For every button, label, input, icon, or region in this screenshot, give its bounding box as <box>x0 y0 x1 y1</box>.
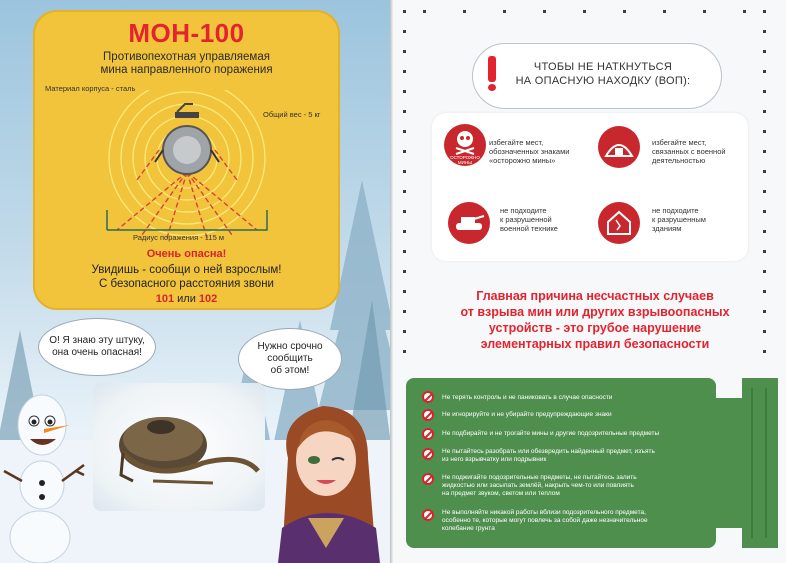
rule-3-line-2: к разрушенной <box>500 215 552 224</box>
anna-speech-line-2: сообщить <box>267 353 313 364</box>
mine-description <box>35 51 338 77</box>
exclamation-icon <box>488 56 496 82</box>
exclamation-dot-icon <box>488 84 496 91</box>
main-cause-line-1: Главная причина несчастных случаев <box>476 289 714 303</box>
material-label: Материал корпуса - сталь <box>45 84 136 93</box>
blast-radius-diagram <box>97 90 287 240</box>
tip-5-line-3: на предмет звуком, светом или теплом <box>442 490 560 497</box>
rule-text-1 <box>489 138 569 165</box>
skull-warning-sign-icon <box>444 124 486 166</box>
rule-4-line-3: зданиям <box>652 224 682 233</box>
rule-text-4 <box>652 206 706 233</box>
sign-caption-line-1: ОСТОРОЖНО <box>450 155 480 160</box>
danger-warning: Очень опасна! <box>146 248 227 260</box>
tip-5-line-2: жидкостью или засыпать землёй, накрыть чем-то или повлиять <box>442 482 634 489</box>
rule-text-2 <box>652 138 726 165</box>
rule-1-line-3: «осторожно мины» <box>489 156 556 165</box>
anna-speech-line-1: Нужно срочно <box>257 341 323 352</box>
main-cause-line-2: от взрыва мин или других взрывоопасных <box>460 305 730 319</box>
page-title: МОН-100 <box>128 18 245 48</box>
tip-5 <box>442 474 637 498</box>
mine-info-card <box>33 10 340 310</box>
ruined-house-icon <box>598 202 640 244</box>
instruction-text <box>35 263 338 291</box>
instruction-line-2: С безопасного расстояния звони <box>99 278 274 290</box>
prohibited-icon <box>422 409 434 421</box>
rule-1-line-1: избегайте мест, <box>489 138 544 147</box>
main-cause-line-3: устройств - это грубое нарушение <box>488 321 702 335</box>
anna-character <box>268 398 390 563</box>
instruction-line-1: Увидишь - сообщи о ней взрослым! <box>91 264 282 276</box>
tip-6 <box>442 509 648 533</box>
phone-or: или <box>177 293 196 305</box>
tip-5-line-1: Не поджигайте подозрительные предметы, не пытайтесь залить <box>442 474 637 481</box>
hangar-drawing <box>598 126 640 168</box>
phone-fire: 101 <box>155 293 175 305</box>
rule-4-line-2: к разрушенным <box>652 215 706 224</box>
main-cause-line-4: элементарных правил безопасности <box>480 337 710 351</box>
prohibited-icon <box>422 448 434 460</box>
mine-photo <box>93 383 265 511</box>
prohibited-icon <box>422 428 434 440</box>
tip-3-line-1: Не подбирайте и не трогайте мины и другие подозрительные предметы <box>442 430 660 437</box>
military-hangar-icon <box>598 126 640 168</box>
rule-4-line-1: не подходите <box>652 206 699 215</box>
sign-caption-line-2: МИНЫ <box>457 160 473 165</box>
tip-1 <box>442 394 612 402</box>
tip-4-line-1: Не пытайтесь разобрать или обезвредить найденный предмет, изъять <box>442 448 655 455</box>
tip-4-line-2: из него взрывчатку или подрывник <box>442 456 547 463</box>
warning-title <box>508 60 698 88</box>
prohibited-icon <box>422 391 434 403</box>
tip-4 <box>442 448 655 464</box>
anna-speech-bubble <box>238 328 342 390</box>
anna-speech-line-3: об этом! <box>270 365 310 376</box>
phone-police: 102 <box>198 293 218 305</box>
tip-2-line-1: Не игнорируйте и не убирайте предупреждающие знаки <box>442 411 612 418</box>
tank-icon <box>448 202 490 244</box>
weight-label: Общий вес - 5 кг <box>263 110 321 119</box>
radius-label: Радиус поражения - 115 м <box>133 233 225 242</box>
rule-3-line-3: военной технике <box>500 224 558 233</box>
warning-title-line-2: НА ОПАСНУЮ НАХОДКУ (ВОП): <box>515 75 691 87</box>
tip-6-line-3: колебание грунта <box>442 525 495 532</box>
rule-2-line-3: деятельностью <box>652 156 706 165</box>
prohibited-icon <box>422 509 434 521</box>
mine-icon <box>155 104 219 174</box>
tip-6-line-1: Не выполняйте никакой работы вблизи подозрительного предмета, <box>442 509 646 516</box>
rule-text-3 <box>500 206 558 233</box>
tip-1-line-1: Не терять контроль и не паниковать в случае опасности <box>442 394 613 401</box>
rule-1-line-2: обозначенных знаками <box>489 147 570 156</box>
tank-drawing <box>448 202 490 244</box>
emergency-phones <box>35 293 338 305</box>
main-cause-heading <box>415 288 775 352</box>
olaf-speech-line-2: она очень опасная! <box>52 347 142 358</box>
prohibited-icon <box>422 473 434 485</box>
subtitle-line-1: Противопехотная управляемая <box>103 51 270 63</box>
tip-2 <box>442 411 612 419</box>
olaf-speech-line-1: О! Я знаю эту штуку, <box>49 335 145 346</box>
olaf-speech-bubble <box>38 318 156 376</box>
rule-2-line-1: избегайте мест, <box>652 138 707 147</box>
ruined-house-drawing <box>598 202 640 244</box>
rule-3-line-1: не подходите <box>500 206 547 215</box>
rule-2-line-2: связанных с военной <box>652 147 726 156</box>
subtitle-line-2: мина направленного поражения <box>100 64 273 76</box>
tip-6-line-2: особенно те, которые могут повлечь за собой даже незначительное <box>442 517 648 524</box>
tip-3 <box>442 430 659 438</box>
warning-title-line-1: ЧТОБЫ НЕ НАТКНУТЬСЯ <box>533 61 673 73</box>
olaf-character <box>0 385 90 563</box>
sign-caption <box>444 155 486 165</box>
mine-tail-shape <box>712 378 782 548</box>
mine-photo-illustration <box>93 383 265 511</box>
